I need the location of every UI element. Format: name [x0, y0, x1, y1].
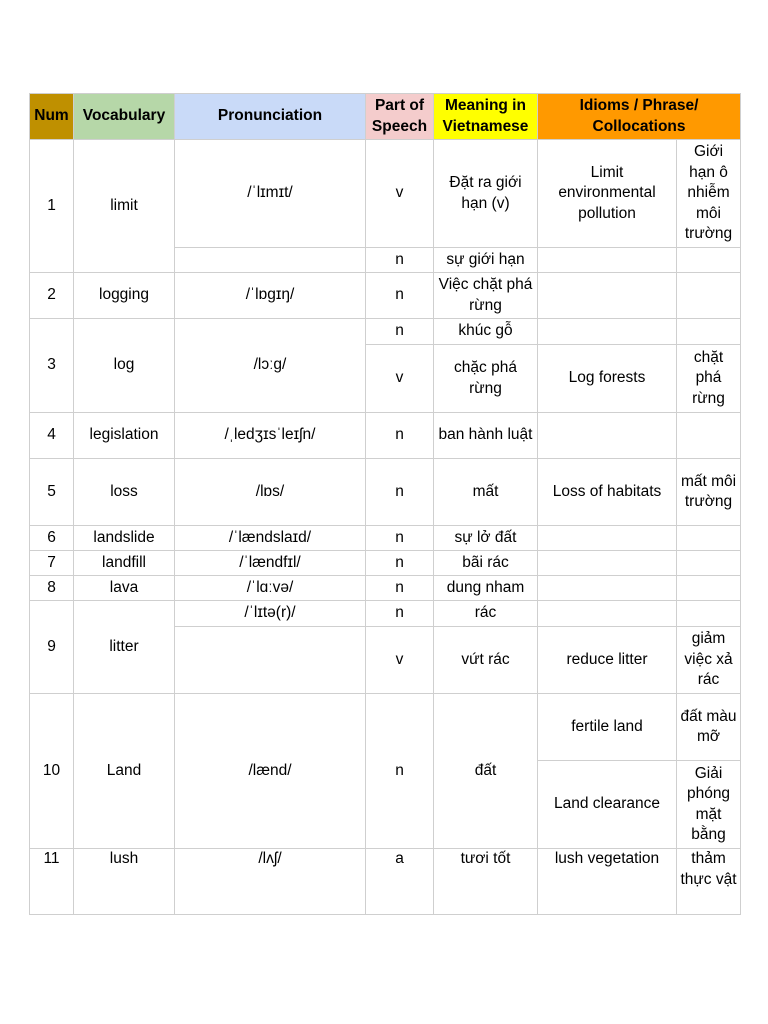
idiom: Loss of habitats: [538, 459, 677, 526]
pronunciation: /lænd/: [175, 694, 366, 849]
idiom-meaning-empty: [677, 273, 741, 319]
pronunciation-empty: [175, 627, 366, 694]
table-row: [30, 413, 741, 459]
idiom-empty: [538, 273, 677, 319]
idiom-meaning-empty: [677, 526, 741, 551]
header-meaning: Meaning in Vietnamese: [434, 94, 538, 140]
vocab-word: litter: [74, 601, 175, 694]
meaning: vứt rác: [434, 627, 538, 694]
vocab-word: landfill: [74, 551, 175, 576]
idiom-meaning: giảm việc xả rác: [677, 627, 741, 694]
idiom: lush vegetation: [538, 849, 677, 915]
idiom-empty: [538, 526, 677, 551]
part-of-speech: n: [366, 273, 434, 319]
vocab-word: Land: [74, 694, 175, 849]
row-num: 2: [30, 273, 74, 319]
table-row: [30, 319, 741, 345]
header-pronunciation: Pronunciation: [175, 94, 366, 140]
meaning: rác: [434, 601, 538, 627]
header-row: [30, 94, 741, 140]
part-of-speech: n: [366, 694, 434, 849]
idiom-meaning-empty: [677, 601, 741, 627]
part-of-speech: n: [366, 601, 434, 627]
pronunciation: /lʌʃ/: [175, 849, 366, 915]
idiom-meaning: chặt phá rừng: [677, 345, 741, 413]
vocab-word: legislation: [74, 413, 175, 459]
table-row: [30, 601, 741, 627]
idiom: reduce litter: [538, 627, 677, 694]
idiom: fertile land: [538, 694, 677, 761]
row-num: 10: [30, 694, 74, 849]
meaning: sự giới hạn: [434, 248, 538, 273]
table-row: [30, 694, 741, 761]
idiom-empty: [538, 319, 677, 345]
idiom: Log forests: [538, 345, 677, 413]
idiom-meaning: đất màu mỡ: [677, 694, 741, 761]
part-of-speech: v: [366, 627, 434, 694]
part-of-speech: n: [366, 576, 434, 601]
header-num: Num: [30, 94, 74, 140]
pronunciation: /ˈlændfɪl/: [175, 551, 366, 576]
part-of-speech: a: [366, 849, 434, 915]
pronunciation: /ˈlændslaɪd/: [175, 526, 366, 551]
idiom-meaning: Giới hạn ô nhiễm môi trường: [677, 140, 741, 248]
part-of-speech: v: [366, 140, 434, 248]
row-num: 9: [30, 601, 74, 694]
idiom-empty: [538, 551, 677, 576]
pronunciation: /ˈlɑːvə/: [175, 576, 366, 601]
vocab-word: loss: [74, 459, 175, 526]
meaning: dung nham: [434, 576, 538, 601]
idiom-meaning-empty: [677, 248, 741, 273]
idiom-empty: [538, 413, 677, 459]
idiom: Limit environmental pollution: [538, 140, 677, 248]
pronunciation: /ˈlɪtə(r)/: [175, 601, 366, 627]
idiom-empty: [538, 601, 677, 627]
row-num: 1: [30, 140, 74, 273]
meaning: mất: [434, 459, 538, 526]
part-of-speech: v: [366, 345, 434, 413]
idiom-meaning-empty: [677, 413, 741, 459]
vocab-word: lava: [74, 576, 175, 601]
vocab-word: logging: [74, 273, 175, 319]
idiom-meaning: thảm thực vật: [677, 849, 741, 915]
header-vocabulary: Vocabulary: [74, 94, 175, 140]
meaning: ban hành luật: [434, 413, 538, 459]
vocabulary-table: [29, 93, 741, 915]
idiom-meaning-empty: [677, 319, 741, 345]
meaning: đất: [434, 694, 538, 849]
row-num: 8: [30, 576, 74, 601]
meaning: sự lở đất: [434, 526, 538, 551]
pronunciation: /ˈlɒɡɪŋ/: [175, 273, 366, 319]
row-num: 7: [30, 551, 74, 576]
meaning: bãi rác: [434, 551, 538, 576]
row-num: 11: [30, 849, 74, 915]
idiom-empty: [538, 248, 677, 273]
table-row: [30, 849, 741, 915]
idiom-meaning-empty: [677, 576, 741, 601]
part-of-speech: n: [366, 413, 434, 459]
part-of-speech: n: [366, 248, 434, 273]
idiom-empty: [538, 576, 677, 601]
idiom-meaning-empty: [677, 551, 741, 576]
row-num: 5: [30, 459, 74, 526]
idiom-meaning: mất môi trường: [677, 459, 741, 526]
meaning: khúc gỗ: [434, 319, 538, 345]
table-row: [30, 459, 741, 526]
header-part-of-speech: Part of Speech: [366, 94, 434, 140]
table-row: [30, 140, 741, 248]
part-of-speech: n: [366, 551, 434, 576]
row-num: 4: [30, 413, 74, 459]
idiom-meaning: Giải phóng mặt bằng: [677, 761, 741, 849]
meaning: Việc chặt phá rừng: [434, 273, 538, 319]
vocab-word: lush: [74, 849, 175, 915]
vocab-word: limit: [74, 140, 175, 273]
pronunciation: /ˈlɪmɪt/: [175, 140, 366, 248]
pronunciation: /lɔːɡ/: [175, 319, 366, 413]
idiom: Land clearance: [538, 761, 677, 849]
pronunciation: /ˌledʒɪsˈleɪʃn/: [175, 413, 366, 459]
meaning: tươi tốt: [434, 849, 538, 915]
table-row: [30, 526, 741, 551]
meaning: Đặt ra giới hạn (v): [434, 140, 538, 248]
table-row: [30, 551, 741, 576]
table-row: [30, 576, 741, 601]
vocab-word: landslide: [74, 526, 175, 551]
part-of-speech: n: [366, 526, 434, 551]
meaning: chặc phá rừng: [434, 345, 538, 413]
vocab-word: log: [74, 319, 175, 413]
pronunciation-empty: [175, 248, 366, 273]
row-num: 6: [30, 526, 74, 551]
pronunciation: /lɒs/: [175, 459, 366, 526]
part-of-speech: n: [366, 459, 434, 526]
part-of-speech: n: [366, 319, 434, 345]
row-num: 3: [30, 319, 74, 413]
table-row: [30, 273, 741, 319]
header-idioms: Idioms / Phrase/ Collocations: [538, 94, 741, 140]
